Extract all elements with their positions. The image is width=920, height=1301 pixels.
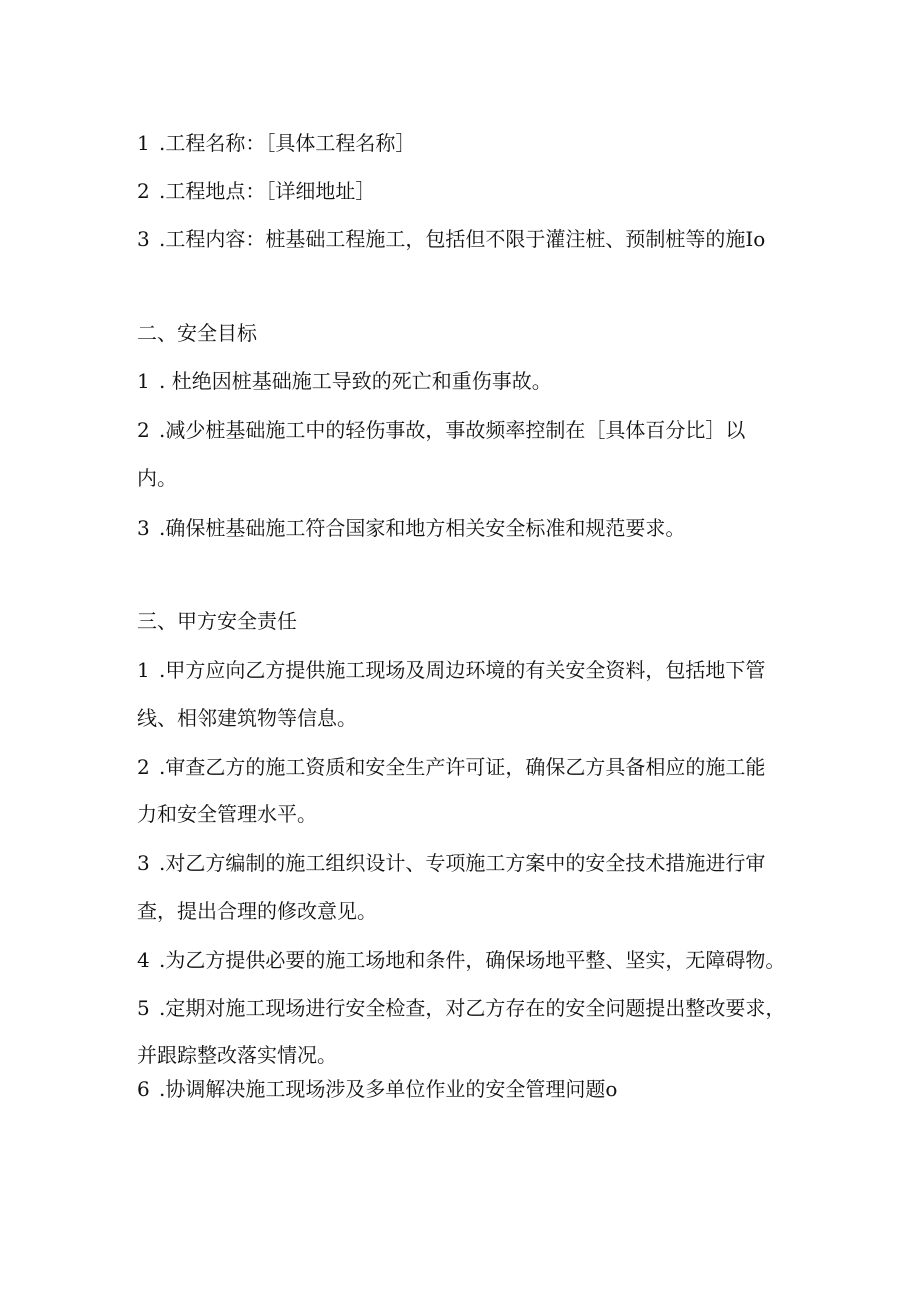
party-a-duty-6: 6 .协调解决施工现场涉及多单位作业的安全管理问题o	[137, 1077, 618, 1101]
section-heading-party-a: 三、甲方安全责任	[137, 609, 297, 633]
party-a-duty-4: 4 .为乙方提供必要的施工场地和条件，确保场地平整、坚实，无障碍物。	[137, 948, 786, 972]
project-content-line: 3 .工程内容：桩基础工程施工，包括但不限于灌注桩、预制桩等的施Io	[137, 227, 766, 251]
party-a-duty-5-continued: 并跟踪整改落实情况。	[137, 1043, 337, 1067]
party-a-duty-3: 3 .对乙方编制的施工组织设计、专项施工方案中的安全技术措施进行审	[137, 851, 766, 875]
safety-goal-1: 1 . 杜绝因桩基础施工导致的死亡和重伤事故。	[137, 369, 552, 393]
safety-goal-2: 2 .减少桩基础施工中的轻伤事故，事故频率控制在［具体百分比］以	[137, 418, 746, 442]
section-heading-safety-goals: 二、安全目标	[137, 321, 257, 345]
party-a-duty-5: 5 .定期对施工现场进行安全检查，对乙方存在的安全问题提出整改要求，	[137, 996, 786, 1020]
party-a-duty-3-continued: 查，提出合理的修改意见。	[137, 899, 377, 923]
project-location-line: 2 .工程地点：［详细地址］	[137, 179, 376, 203]
safety-goal-2-continued: 内。	[137, 466, 177, 490]
party-a-duty-2-continued: 力和安全管理水平。	[137, 802, 317, 826]
party-a-duty-1: 1 .甲方应向乙方提供施工现场及周边环境的有关安全资料，包括地下管	[137, 658, 766, 682]
party-a-duty-2: 2 .审查乙方的施工资质和安全生产许可证，确保乙方具备相应的施工能	[137, 755, 766, 779]
party-a-duty-1-continued: 线、相邻建筑物等信息。	[137, 706, 357, 730]
project-name-line: 1 .工程名称：［具体工程名称］	[137, 131, 416, 155]
safety-goal-3: 3 .确保桩基础施工符合国家和地方相关安全标准和规范要求。	[137, 516, 686, 540]
